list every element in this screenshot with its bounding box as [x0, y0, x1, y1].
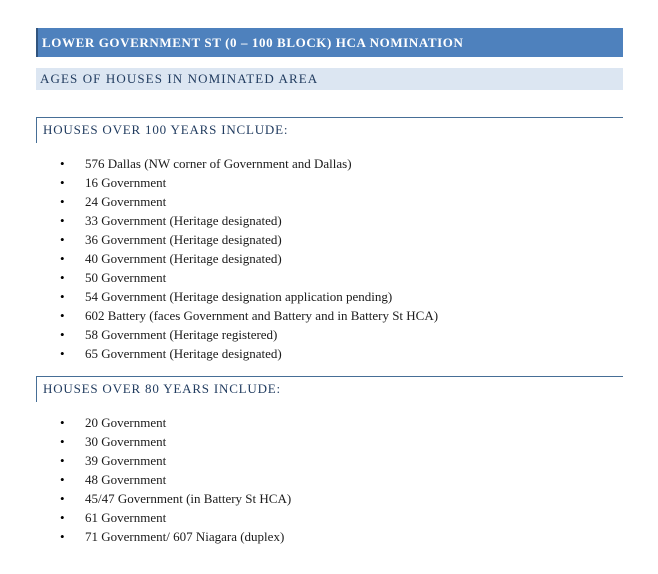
- list-item: • 71 Government/ 607 Niagara (duplex): [36, 527, 623, 546]
- list-item: • 36 Government (Heritage designated): [36, 230, 623, 249]
- list-item: • 16 Government: [36, 173, 623, 192]
- list-item: • 65 Government (Heritage designated): [36, 344, 623, 363]
- document-title-bar: [36, 28, 623, 57]
- section-heading-over-100: HOUSES OVER 100 YEARS INCLUDE:: [36, 118, 298, 143]
- list-item: • 602 Battery (faces Government and Battery and in Battery St HCA): [36, 306, 623, 325]
- section-heading-rule: [36, 117, 623, 143]
- section-houses-over-100: [36, 117, 623, 363]
- list-item: • 48 Government: [36, 470, 623, 489]
- list-item: • 45/47 Government (in Battery St HCA): [36, 489, 623, 508]
- list-item: • 54 Government (Heritage designation application pending): [36, 287, 623, 306]
- list-item: • 40 Government (Heritage designated): [36, 249, 623, 268]
- house-list-over-80: [36, 413, 623, 546]
- list-item: • 20 Government: [36, 413, 623, 432]
- document-subtitle: AGES OF HOUSES IN NOMINATED AREA: [40, 71, 319, 86]
- list-item: • 30 Government: [36, 432, 623, 451]
- section-heading-rule: [36, 376, 623, 402]
- subtitle-bar: [36, 68, 623, 90]
- list-item: • 50 Government: [36, 268, 623, 287]
- list-item: • 24 Government: [36, 192, 623, 211]
- section-houses-over-80: [36, 376, 623, 546]
- list-item: • 33 Government (Heritage designated): [36, 211, 623, 230]
- list-item: • 39 Government: [36, 451, 623, 470]
- list-item: • 61 Government: [36, 508, 623, 527]
- list-item: • 576 Dallas (NW corner of Government and Dallas): [36, 154, 623, 173]
- section-heading-over-80: HOUSES OVER 80 YEARS INCLUDE:: [36, 377, 291, 402]
- house-list-over-100: [36, 154, 623, 363]
- list-item: • 58 Government (Heritage registered): [36, 325, 623, 344]
- document-title: LOWER GOVERNMENT ST (0 – 100 BLOCK) HCA NOMINATION: [42, 34, 464, 50]
